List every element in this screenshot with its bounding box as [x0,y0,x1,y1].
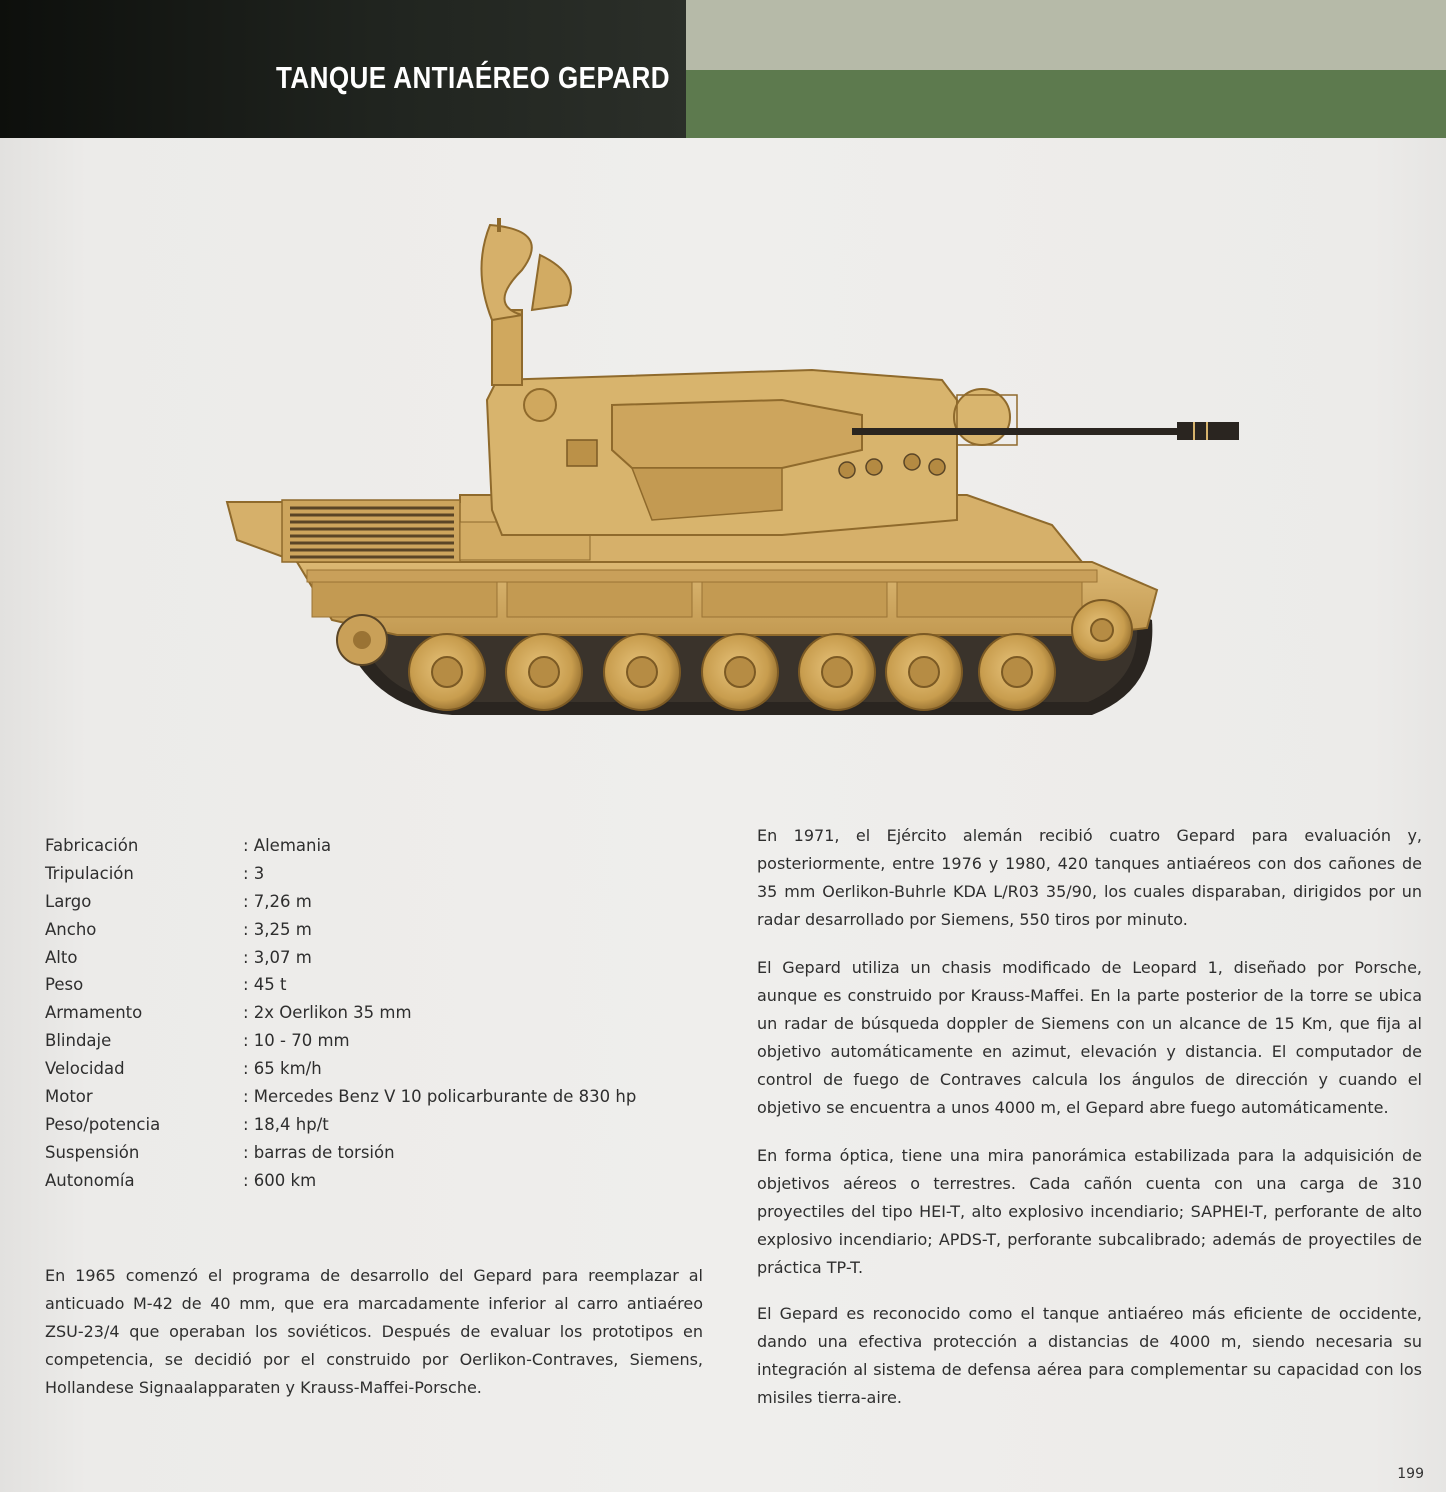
spec-label: Blindaje [45,1031,112,1051]
page-number: 199 [1397,1466,1424,1482]
spec-label: Autonomía [45,1170,135,1190]
spec-label: Velocidad [45,1059,125,1079]
spec-value: : barras de torsión [243,1142,395,1162]
spec-label: Tripulación [45,863,134,883]
body-paragraph-1: En 1971, el Ejército alemán recibió cuatro Gepard para evaluación y, posteriormente, entre 1976 y 1980, 420 tanques antiaéreos con dos cañones de 35 mm Oerlikon-Buhrle KDA L/R03 35/90, los cuales disparaban, dirigidos por un radar desarrollado por Siemens, 550 tiros por minuto. [757,826,1422,929]
spec-label: Armamento [45,1003,143,1023]
body-paragraph-4: El Gepard es reconocido como el tanque antiaéreo más eficiente de occidente, dando una efectiva protección a distancias de 4000 m, siendo necesaria su integración al sistema de defensa aérea para complementar su capacidad con los misiles tierra-aire. [757,1304,1422,1407]
spec-label: Peso/potencia [45,1114,161,1134]
spec-label: Suspensión [45,1142,140,1162]
spec-value: : 3,25 m [243,919,312,939]
spec-value: : 7,26 m [243,891,312,911]
spec-label: Alto [45,947,78,967]
spec-value: : 3,07 m [243,947,312,967]
spec-value: : 45 t [243,975,287,995]
spec-label: Motor [45,1087,93,1107]
lower-hull [297,562,1157,635]
spec-value: : Mercedes Benz V 10 policarburante de 830 hp [243,1087,637,1107]
spec-label: Ancho [45,919,97,939]
body-paragraph-2: El Gepard utiliza un chasis modificado de Leopard 1, diseñado por Porsche, aunque es construido por Krauss-Maffei. En la parte posterior de la torre se ubica un radar de búsqueda doppler de Siemens con un alcance de 15 Km, que fija al objetivo automáticamente en azimut, elevación y distancia. El computador de control de fuego de Contraves calcula los ángulos de dirección y cuando el objetivo se encuentra a unos 4000 m, el Gepard abre fuego automáticamente. [757,958,1422,1117]
header-green-band [686,70,1446,138]
radar [481,218,570,385]
spec-value: : 2x Oerlikon 35 mm [243,1003,412,1023]
gepard-tank-illustration [222,210,1247,730]
spec-value: : Alemania [243,836,332,855]
page-title: TANQUE ANTIAÉREO GEPARD [276,60,671,95]
header-light-band [686,0,1446,70]
turret [487,370,1017,535]
history-paragraph: En 1965 comenzó el programa de desarrollo del Gepard para reemplazar al anticuado M-42 de 40 mm, que era marcadamente inferior al carro antiaéreo ZSU-23/4 que operaban los soviéticos. Después de evaluar los prototipos en competencia, se decidió por el construido por Oerlikon-Contraves, Siemens, Hollandese Signaalapparaten y Krauss-Maffei-Porsche. [45,1266,703,1397]
spec-value: : 10 - 70 mm [243,1031,350,1051]
spec-label: Peso [45,975,84,995]
spec-value: : 3 [243,863,265,883]
spec-value: : 65 km/h [243,1059,322,1079]
spec-value: : 600 km [243,1170,317,1190]
spec-value: : 18,4 hp/t [243,1114,329,1134]
spec-label: Largo [45,891,92,911]
spec-label: Fabricación [45,836,139,855]
body-paragraph-3: En forma óptica, tiene una mira panorámica estabilizada para la adquisición de objetivos aéreos o terrestres. Cada cañón cuenta con una carga de 310 proyectiles del tipo HEI-T, alto explosivo incendiario; SAPHEI-T, perforante de alto explosivo incendiario; APDS-T, perforante subcalibrado; además de proyectiles de práctica TP-T. [757,1146,1422,1277]
